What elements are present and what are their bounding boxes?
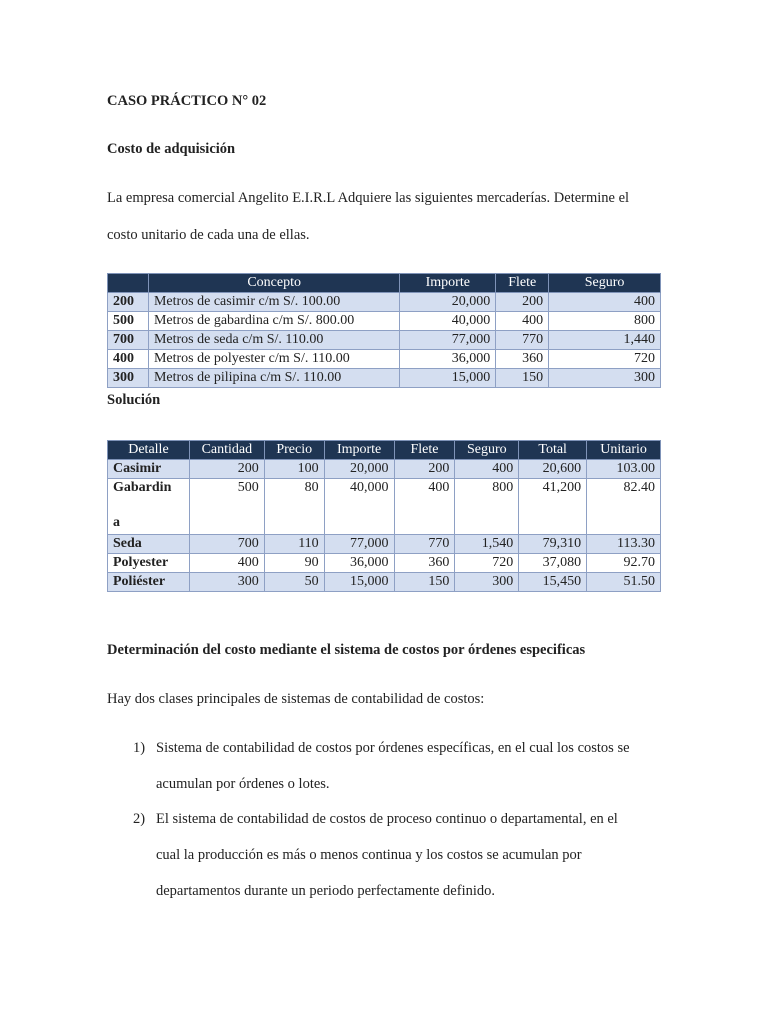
flete-cell: 150 [496, 369, 549, 388]
concept-cell: Metros de gabardina c/m S/. 800.00 [148, 312, 399, 331]
flete-cell: 770 [496, 331, 549, 350]
qty-cell: 400 [108, 350, 149, 369]
flete-cell: 200 [496, 293, 549, 312]
total-cell: 79,310 [519, 535, 587, 554]
list-item-number: 1) [133, 740, 146, 756]
table-row [108, 573, 661, 592]
total-cell: 20,600 [519, 460, 587, 479]
intro-line-2: costo unitario de cada una de ellas. [107, 227, 310, 243]
concept-cell: Metros de casimir c/m S/. 100.00 [148, 293, 399, 312]
seguro-cell: 300 [549, 369, 661, 388]
concept-cell: Metros de pilipina c/m S/. 110.00 [148, 369, 399, 388]
table-row [108, 312, 661, 331]
header-cell: Unitario [587, 441, 661, 460]
unitario-cell: 51.50 [587, 573, 661, 592]
qty-cell: 700 [108, 331, 149, 350]
flete-cell: 150 [394, 573, 455, 592]
header-cell: Detalle [108, 441, 190, 460]
concept-cell: Metros de polyester c/m S/. 110.00 [148, 350, 399, 369]
unitario-cell: 113.30 [587, 535, 661, 554]
qty-cell: 500 [108, 312, 149, 331]
header-cell: Cantidad [189, 441, 264, 460]
precio-cell: 110 [264, 535, 324, 554]
unitario-cell: 82.40 [587, 479, 661, 535]
header-cell: Importe [400, 274, 496, 293]
total-cell: 37,080 [519, 554, 587, 573]
seguro-cell: 720 [549, 350, 661, 369]
flete-cell: 200 [394, 460, 455, 479]
precio-cell: 100 [264, 460, 324, 479]
importe-cell: 36,000 [400, 350, 496, 369]
importe-cell: 36,000 [324, 554, 394, 573]
unitario-cell: 103.00 [587, 460, 661, 479]
list-item-text [156, 801, 656, 909]
detalle-cell: Seda [108, 535, 190, 554]
section-subtitle: Costo de adquisición [107, 141, 236, 157]
list-item-number: 2) [133, 811, 146, 827]
cantidad-cell: 700 [189, 535, 264, 554]
header-cell: Concepto [148, 274, 399, 293]
section-2-intro: Hay dos clases principales de sistemas de contabilidad de costos: [107, 691, 485, 707]
header-cell: Total [519, 441, 587, 460]
detalle-cell [108, 479, 190, 535]
table-row [108, 293, 661, 312]
intro-line-1: La empresa comercial Angelito E.I.R.L Adquiere las siguientes mercaderías. Determine el [107, 190, 630, 206]
table-header-row [108, 441, 661, 460]
table-row [108, 369, 661, 388]
precio-cell: 50 [264, 573, 324, 592]
seguro-cell: 1,540 [455, 535, 519, 554]
seguro-cell: 300 [455, 573, 519, 592]
header-cell [108, 274, 149, 293]
table-row [108, 331, 661, 350]
header-cell: Precio [264, 441, 324, 460]
solucion-label: Solución [107, 392, 161, 408]
precio-cell: 90 [264, 554, 324, 573]
detalle-line-1: Gabardin [113, 480, 172, 495]
table-header-row [108, 274, 661, 293]
seguro-cell: 800 [549, 312, 661, 331]
importe-cell: 77,000 [324, 535, 394, 554]
flete-cell: 770 [394, 535, 455, 554]
importe-cell: 20,000 [324, 460, 394, 479]
detalle-cell: Polyester [108, 554, 190, 573]
importe-cell: 77,000 [400, 331, 496, 350]
list-line: departamentos durante un periodo perfectamente definido. [156, 883, 496, 899]
list-line: acumulan por órdenes o lotes. [156, 776, 330, 792]
flete-cell: 360 [496, 350, 549, 369]
seguro-cell: 800 [455, 479, 519, 535]
list-line: El sistema de contabilidad de costos de proceso continuo o departamental, en el [156, 811, 618, 827]
cantidad-cell: 300 [189, 573, 264, 592]
solution-table [107, 440, 661, 592]
table-row [108, 460, 661, 479]
importe-cell: 20,000 [400, 293, 496, 312]
table-row [108, 535, 661, 554]
flete-cell: 400 [394, 479, 455, 535]
precio-cell: 80 [264, 479, 324, 535]
cantidad-cell: 200 [189, 460, 264, 479]
qty-cell: 300 [108, 369, 149, 388]
detalle-cell: Poliéster [108, 573, 190, 592]
seguro-cell: 1,440 [549, 331, 661, 350]
qty-cell: 200 [108, 293, 149, 312]
total-cell: 41,200 [519, 479, 587, 535]
header-cell: Seguro [455, 441, 519, 460]
table-row [108, 479, 661, 535]
section-2-title: Determinación del costo mediante el sistema de costos por órdenes especificas [107, 642, 586, 658]
seguro-cell: 400 [455, 460, 519, 479]
importe-cell: 15,000 [324, 573, 394, 592]
cantidad-cell: 500 [189, 479, 264, 535]
document-title: CASO PRÁCTICO N° 02 [107, 93, 267, 109]
seguro-cell: 400 [549, 293, 661, 312]
header-cell: Flete [496, 274, 549, 293]
flete-cell: 400 [496, 312, 549, 331]
detalle-line-2: a [113, 515, 120, 530]
detalle-cell: Casimir [108, 460, 190, 479]
list-line: cual la producción es más o menos continua y los costos se acumulan por [156, 847, 582, 863]
table-row [108, 350, 661, 369]
seguro-cell: 720 [455, 554, 519, 573]
header-cell: Importe [324, 441, 394, 460]
acquisition-table [107, 273, 661, 388]
importe-cell: 15,000 [400, 369, 496, 388]
list-line: Sistema de contabilidad de costos por órdenes específicas, en el cual los costos se [156, 740, 630, 756]
table-row [108, 554, 661, 573]
list-item-text [156, 730, 656, 802]
cantidad-cell: 400 [189, 554, 264, 573]
importe-cell: 40,000 [324, 479, 394, 535]
total-cell: 15,450 [519, 573, 587, 592]
header-cell: Seguro [549, 274, 661, 293]
header-cell: Flete [394, 441, 455, 460]
unitario-cell: 92.70 [587, 554, 661, 573]
flete-cell: 360 [394, 554, 455, 573]
concept-cell: Metros de seda c/m S/. 110.00 [148, 331, 399, 350]
importe-cell: 40,000 [400, 312, 496, 331]
